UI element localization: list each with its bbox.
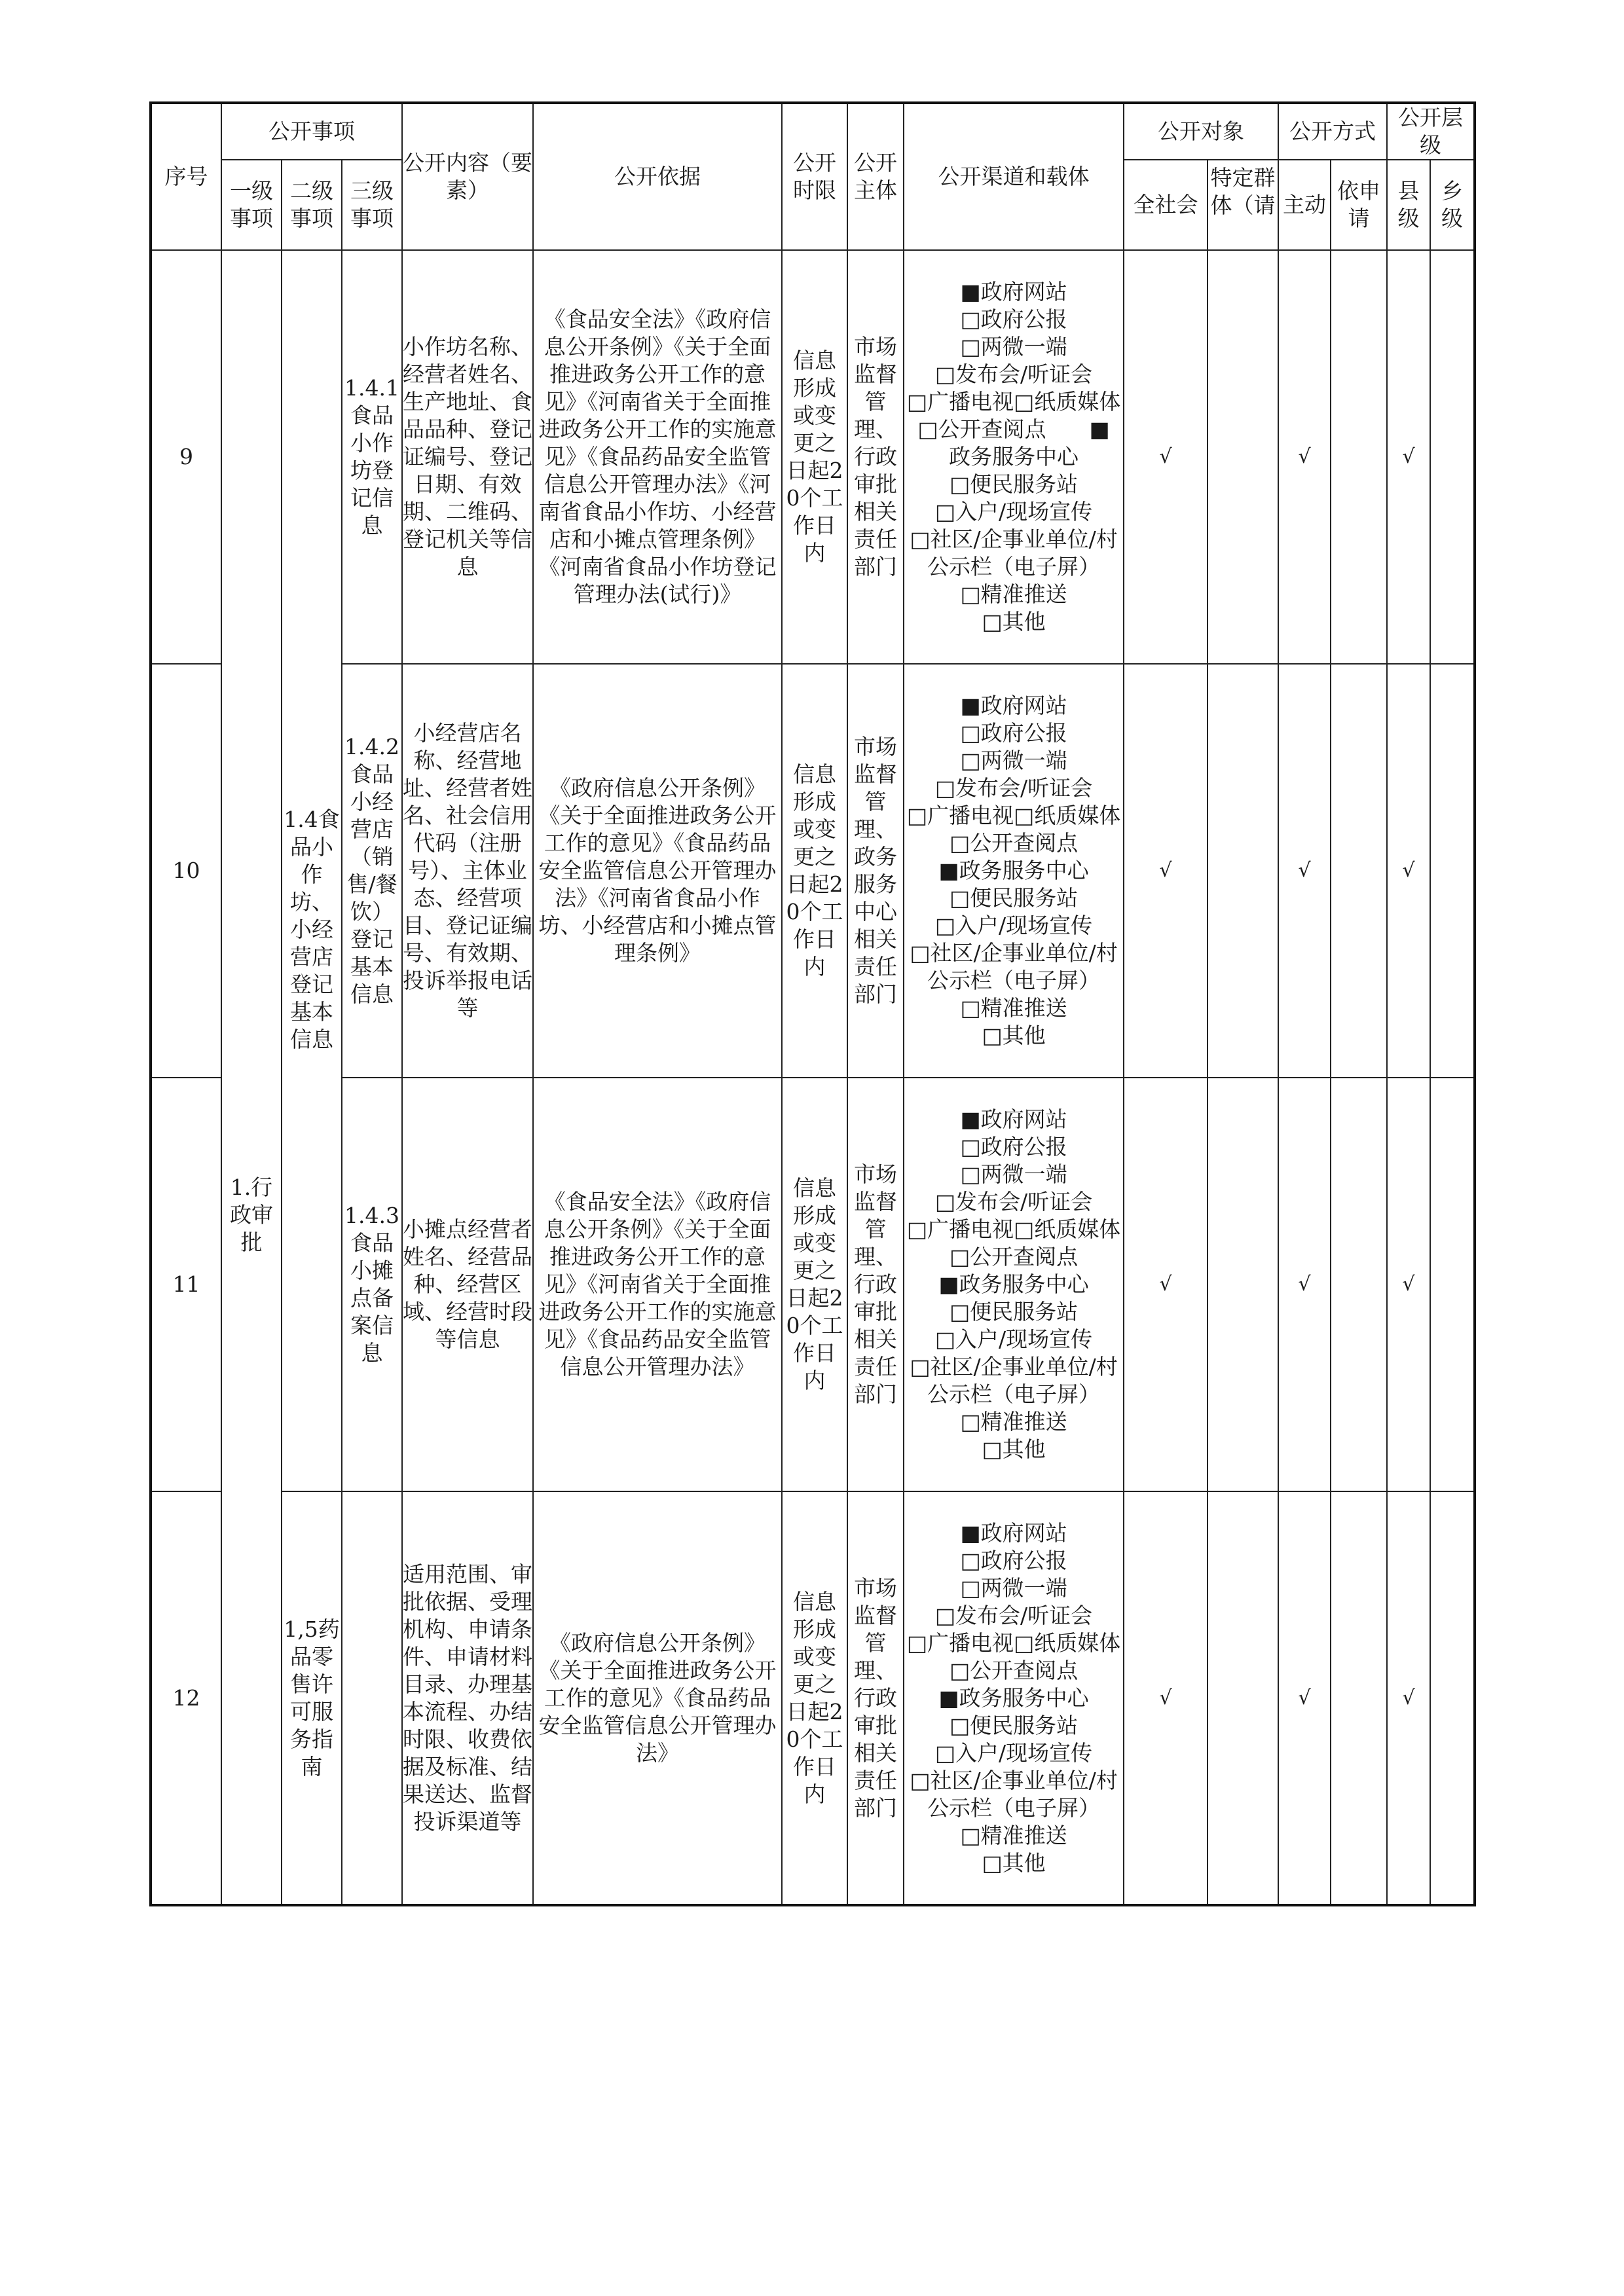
channel-item: 政务服务中心 — [949, 444, 1079, 469]
header-target: 公开对象 — [1124, 103, 1278, 160]
header-seq: 序号 — [151, 103, 221, 250]
channel-item: □入户/现场宣传 — [934, 499, 1093, 524]
township-cell — [1430, 1491, 1475, 1905]
specific-group-cell — [1208, 250, 1278, 664]
content-cell: 小经营店名称、经营地址、经营者姓名、社会信用代码（注册号）、主体业态、经营项目、登记证编号、有效期、投诉举报电话等 — [402, 664, 533, 1078]
channel-item: □入户/现场宣传 — [934, 1740, 1093, 1766]
channel-item: ■政府网站 — [960, 1106, 1067, 1132]
level1-text: 1.行政审批 — [230, 1174, 273, 1255]
channel-item: □发布会/听证会 — [934, 1189, 1093, 1214]
header-level2: 二级事项 — [282, 160, 342, 250]
header-subject: 公开主体 — [847, 103, 904, 250]
active-check: √ — [1278, 1491, 1331, 1905]
county-check: √ — [1387, 1078, 1430, 1491]
channel-item: ■政府网站 — [960, 279, 1067, 304]
on-request-cell — [1331, 1491, 1387, 1905]
on-request-cell — [1331, 250, 1387, 664]
table-row — [151, 664, 1475, 1078]
header-method: 公开方式 — [1278, 103, 1387, 160]
header-channel: 公开渠道和载体 — [904, 103, 1124, 250]
row-seq: 9 — [151, 250, 221, 664]
level3-cell — [342, 1491, 402, 1905]
channel-cell — [904, 664, 1124, 1078]
channel-item: □公开查阅点 — [949, 1244, 1079, 1269]
header-level1: 一级事项 — [221, 160, 282, 250]
basis-cell: 《政府信息公开条例》《关于全面推进政务公开工作的意见》《食品药品安全监管信息公开管理办法》 — [533, 1491, 782, 1905]
township-cell — [1430, 664, 1475, 1078]
channel-item: □公开查阅点 ■ — [917, 416, 1110, 442]
channel-item: □便民服务站 — [949, 885, 1079, 911]
header-content: 公开内容（要素） — [402, 103, 533, 250]
subject-cell: 市场监督管理、行政审批相关责任部门 — [847, 1491, 904, 1905]
channel-cell — [904, 1491, 1124, 1905]
channel-item: □便民服务站 — [949, 1712, 1079, 1738]
channel-item: □社区/企事业单位/村公示栏（电子屏） — [910, 526, 1118, 579]
disclosure-table — [149, 101, 1476, 1906]
channel-item: □社区/企事业单位/村公示栏（电子屏） — [910, 940, 1118, 993]
basis-cell: 《食品安全法》《政府信息公开条例》《关于全面推进政务公开工作的意见》《河南省关于全面推进政务公开工作的实施意见》《食品药品安全监管信息公开管理办法》《河南省食品小作坊、小经营店和小摊点管理条例》《河南省食品小作坊登记管理办法(试行)》 — [533, 250, 782, 664]
time-cell: 信息形成或变更之日起20个工作日内 — [782, 1078, 847, 1491]
specific-group-cell — [1208, 1078, 1278, 1491]
channel-item: □发布会/听证会 — [934, 775, 1093, 801]
channel-item: ■政务服务中心 — [938, 858, 1089, 883]
header-level3: 三级事项 — [342, 160, 402, 250]
channel-item: □精准推送 — [960, 995, 1067, 1021]
channel-item: □两微一端 — [960, 748, 1067, 773]
channel-item: ■政务服务中心 — [938, 1685, 1089, 1711]
channel-item: □其他 — [982, 1023, 1046, 1048]
table-row — [151, 1491, 1475, 1905]
channel-item: ■政府网站 — [960, 1520, 1067, 1546]
level2-cell-a — [282, 250, 342, 1491]
all-society-check: √ — [1124, 1491, 1208, 1905]
channel-item: □便民服务站 — [949, 471, 1079, 497]
all-society-check: √ — [1124, 664, 1208, 1078]
level2-text-a: 1.4食品小作坊、小经营店登记基本信息 — [284, 807, 340, 1052]
level2-cell-b: 1,5药品零售许可服务指南 — [282, 1491, 342, 1905]
subject-cell: 市场监督管理、行政审批相关责任部门 — [847, 250, 904, 664]
on-request-cell — [1331, 664, 1387, 1078]
header-specific-group — [1208, 160, 1278, 250]
basis-cell: 《政府信息公开条例》《关于全面推进政务公开工作的意见》《食品药品安全监管信息公开管理办法》《河南省食品小作坊、小经营店和小摊点管理条例》 — [533, 664, 782, 1078]
channel-item: □入户/现场宣传 — [934, 1326, 1093, 1352]
table-row — [151, 250, 1475, 664]
channel-cell — [904, 250, 1124, 664]
header-county: 县级 — [1387, 160, 1430, 250]
basis-cell: 《食品安全法》《政府信息公开条例》《关于全面推进政务公开工作的意见》《河南省关于全面推进政务公开工作的实施意见》《食品药品安全监管信息公开管理办法》 — [533, 1078, 782, 1491]
row-seq: 10 — [151, 664, 221, 1078]
header-township: 乡级 — [1430, 160, 1475, 250]
header-active: 主动 — [1278, 160, 1331, 250]
county-check: √ — [1387, 250, 1430, 664]
channel-item: □社区/企事业单位/村公示栏（电子屏） — [910, 1354, 1118, 1407]
content-cell: 小作坊名称、经营者姓名、生产地址、食品品种、登记证编号、登记日期、有效期、二维码、登记机关等信息 — [402, 250, 533, 664]
row-seq: 12 — [151, 1491, 221, 1905]
county-check: √ — [1387, 1491, 1430, 1905]
header-on-request: 依申请 — [1331, 160, 1387, 250]
channel-item: □广播电视□纸质媒体 — [906, 389, 1121, 414]
channel-item: □广播电视□纸质媒体 — [906, 1630, 1121, 1656]
channel-item: □入户/现场宣传 — [934, 913, 1093, 938]
channel-item: ■政务服务中心 — [938, 1271, 1089, 1297]
channel-item: □其他 — [982, 1436, 1046, 1462]
township-cell — [1430, 250, 1475, 664]
specific-group-cell — [1208, 664, 1278, 1078]
time-cell: 信息形成或变更之日起20个工作日内 — [782, 664, 847, 1078]
channel-item: □社区/企事业单位/村公示栏（电子屏） — [910, 1767, 1118, 1821]
channel-item: □政府公报 — [960, 720, 1067, 746]
header-time: 公开时限 — [782, 103, 847, 250]
channel-item: ■政府网站 — [960, 693, 1067, 718]
level1-cell — [221, 250, 282, 1905]
channel-item: □其他 — [982, 609, 1046, 634]
header-level: 公开层级 — [1387, 103, 1475, 160]
table-row — [151, 1078, 1475, 1491]
channel-item: □广播电视□纸质媒体 — [906, 1216, 1121, 1242]
channel-item: □公开查阅点 — [949, 1657, 1079, 1683]
content-cell: 小摊点经营者姓名、经营品种、经营区域、经营时段等信息 — [402, 1078, 533, 1491]
row-seq: 11 — [151, 1078, 221, 1491]
subject-cell: 市场监督管理、政务服务中心相关责任部门 — [847, 664, 904, 1078]
all-society-check: √ — [1124, 1078, 1208, 1491]
channel-item: □两微一端 — [960, 334, 1067, 359]
channel-item: □政府公报 — [960, 306, 1067, 332]
level3-cell: 1.4.3食品小摊点备案信息 — [342, 1078, 402, 1491]
county-check: √ — [1387, 664, 1430, 1078]
content-cell: 适用范围、审批依据、受理机构、申请条件、申请材料目录、办理基本流程、办结时限、收费依据及标准、结果送达、监督投诉渠道等 — [402, 1491, 533, 1905]
active-check: √ — [1278, 664, 1331, 1078]
channel-item: □精准推送 — [960, 581, 1067, 607]
channel-item: □精准推送 — [960, 1409, 1067, 1434]
active-check: √ — [1278, 250, 1331, 664]
all-society-check: √ — [1124, 250, 1208, 664]
level3-cell: 1.4.1食品小作坊登记信息 — [342, 250, 402, 664]
channel-item: □两微一端 — [960, 1575, 1067, 1601]
channel-item: □其他 — [982, 1850, 1046, 1876]
channel-item: □两微一端 — [960, 1161, 1067, 1187]
channel-item: □政府公报 — [960, 1547, 1067, 1573]
channel-item: □公开查阅点 — [949, 830, 1079, 856]
level3-cell: 1.4.2食品小经营店（销售/餐饮）登记基本信息 — [342, 664, 402, 1078]
channel-item: □广播电视□纸质媒体 — [906, 803, 1121, 828]
township-cell — [1430, 1078, 1475, 1491]
channel-item: □便民服务站 — [949, 1299, 1079, 1324]
time-cell: 信息形成或变更之日起20个工作日内 — [782, 250, 847, 664]
active-check: √ — [1278, 1078, 1331, 1491]
channel-cell — [904, 1078, 1124, 1491]
time-cell: 信息形成或变更之日起20个工作日内 — [782, 1491, 847, 1905]
channel-item: □发布会/听证会 — [934, 361, 1093, 387]
on-request-cell — [1331, 1078, 1387, 1491]
header-specific-group-text: 特定群体（请 — [1210, 165, 1276, 218]
specific-group-cell — [1208, 1491, 1278, 1905]
channel-item: □精准推送 — [960, 1822, 1067, 1848]
header-all-society: 全社会 — [1124, 160, 1208, 250]
channel-item: □政府公报 — [960, 1134, 1067, 1159]
header-basis: 公开依据 — [533, 103, 782, 250]
subject-cell: 市场监督管理、行政审批相关责任部门 — [847, 1078, 904, 1491]
channel-item: □发布会/听证会 — [934, 1602, 1093, 1628]
header-gongkai-shixiang: 公开事项 — [221, 103, 402, 160]
